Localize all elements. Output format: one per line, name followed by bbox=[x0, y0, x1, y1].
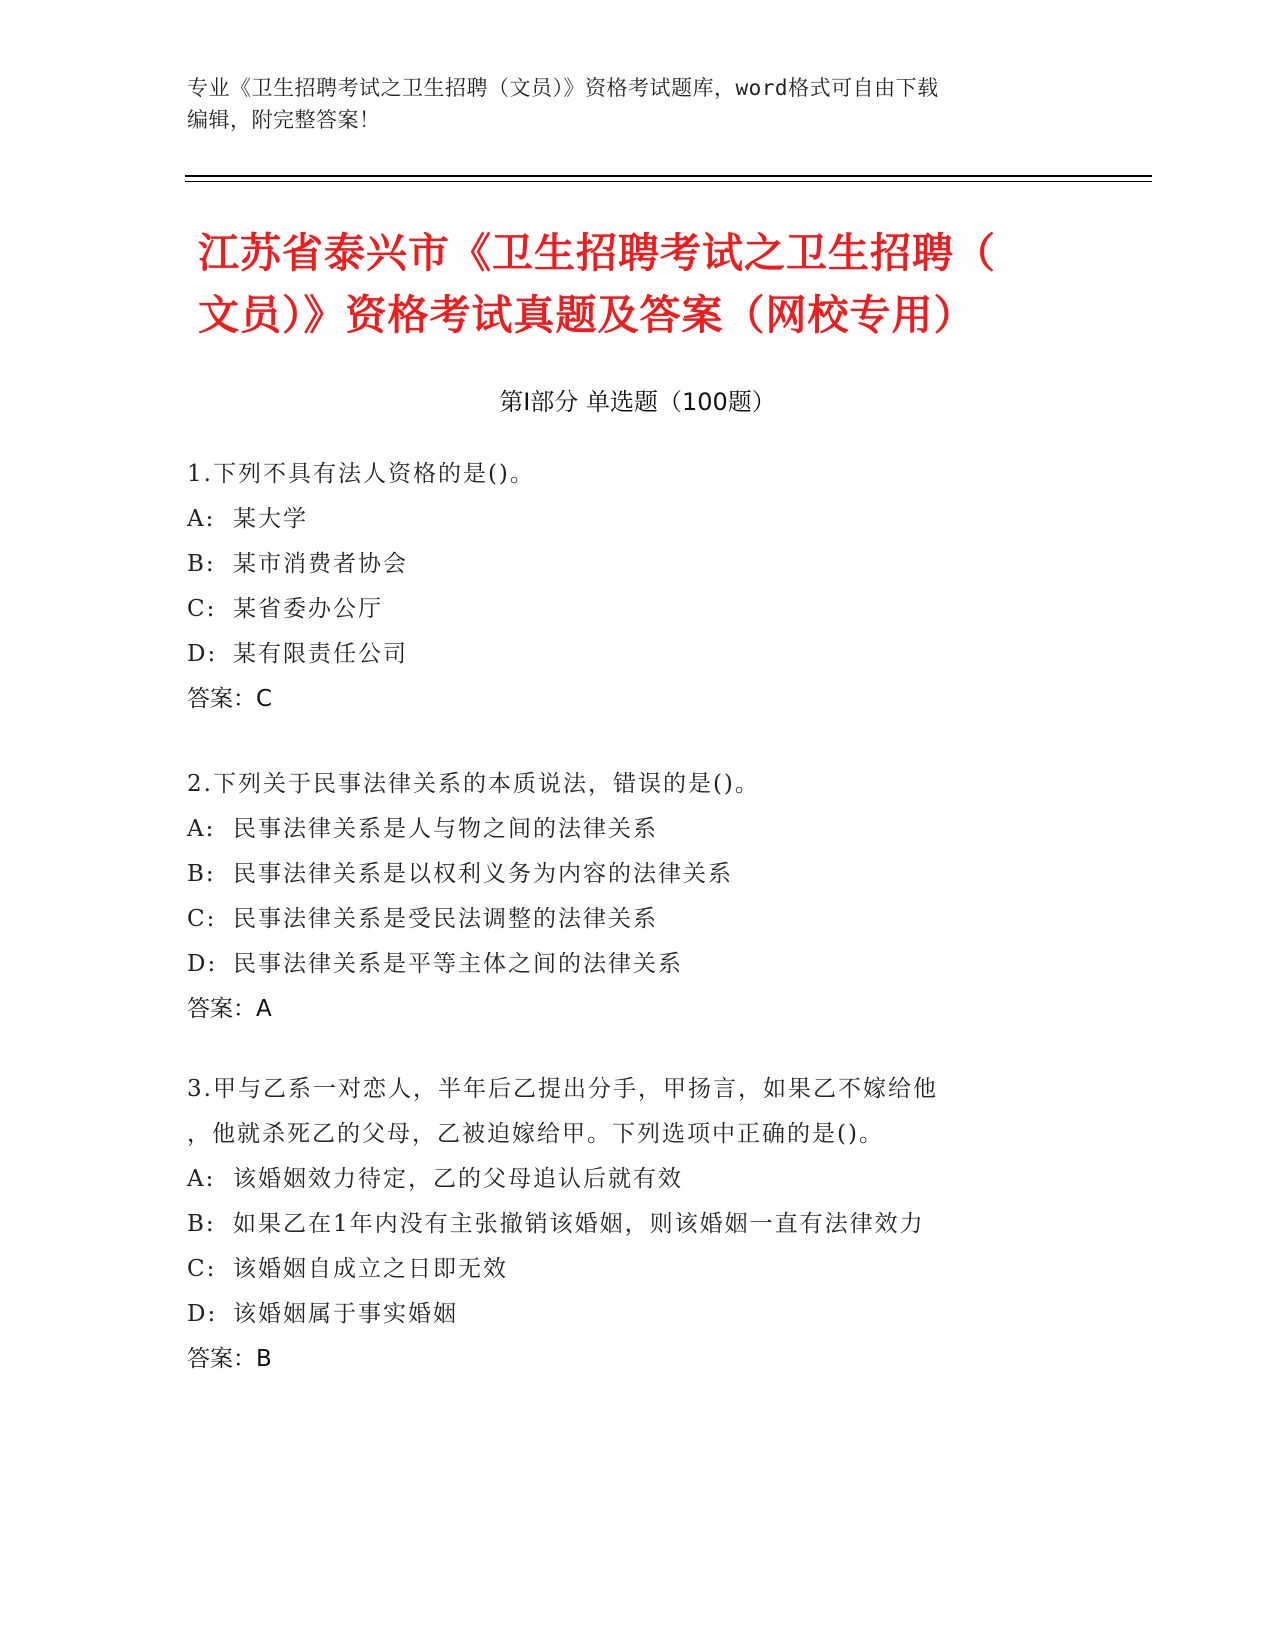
option-text: 该婚姻自成立之日即无效 bbox=[233, 1256, 508, 1282]
question-3 bbox=[187, 1067, 1067, 1382]
option-text: 如果乙在1年内没有主张撤销该婚姻，则该婚姻一直有法律效力 bbox=[233, 1211, 925, 1237]
option-text: 某省委办公厅 bbox=[233, 596, 383, 622]
option-a bbox=[187, 1157, 1067, 1202]
option-text: 某大学 bbox=[233, 506, 308, 532]
option-letter: D: bbox=[187, 1301, 218, 1327]
answer: 答案：A bbox=[187, 996, 272, 1022]
option-letter: C: bbox=[187, 906, 217, 932]
question-stem: 2.下列关于民事法律关系的本质说法，错误的是()。 bbox=[187, 771, 760, 797]
option-d bbox=[187, 1292, 1067, 1337]
option-letter: D: bbox=[187, 641, 218, 667]
answer: 答案：C bbox=[187, 686, 273, 712]
option-d bbox=[187, 942, 1067, 987]
header-divider-thin bbox=[185, 181, 1152, 182]
document-title-line-1: 江苏省泰兴市《卫生招聘考试之卫生招聘（ bbox=[198, 229, 996, 277]
option-text: 某市消费者协会 bbox=[233, 551, 408, 577]
option-letter: A: bbox=[187, 506, 216, 532]
option-text: 某有限责任公司 bbox=[233, 641, 408, 667]
option-text: 民事法律关系是人与物之间的法律关系 bbox=[233, 816, 658, 842]
option-c bbox=[187, 1247, 1067, 1292]
option-a bbox=[187, 807, 1067, 852]
question-1 bbox=[187, 452, 1067, 722]
section-title: 第Ⅰ部分 单选题（100题） bbox=[499, 388, 776, 416]
option-letter: B: bbox=[187, 1211, 216, 1237]
option-letter: A: bbox=[187, 1166, 216, 1192]
answer: 答案：B bbox=[187, 1346, 272, 1372]
option-a bbox=[187, 497, 1067, 542]
option-d bbox=[187, 632, 1067, 677]
question-stem-line-2: ，他就杀死乙的父母，乙被迫嫁给甲。下列选项中正确的是()。 bbox=[187, 1121, 884, 1147]
option-letter: A: bbox=[187, 816, 216, 842]
option-letter: B: bbox=[187, 551, 216, 577]
header-note-line-1: 专业《卫生招聘考试之卫生招聘（文员）》资格考试题库，word格式可自由下载 bbox=[187, 76, 939, 100]
question-stem-line-1: 3.甲与乙系一对恋人，半年后乙提出分手，甲扬言，如果乙不嫁给他 bbox=[187, 1076, 938, 1102]
option-text: 民事法律关系是以权利义务为内容的法律关系 bbox=[233, 861, 733, 887]
option-letter: C: bbox=[187, 1256, 217, 1282]
document-title bbox=[198, 222, 1098, 346]
header-divider-thick bbox=[185, 175, 1152, 177]
option-b bbox=[187, 852, 1067, 897]
option-b bbox=[187, 542, 1067, 587]
option-text: 该婚姻效力待定，乙的父母追认后就有效 bbox=[233, 1166, 683, 1192]
document-title-line-2: 文员）》资格考试真题及答案（网校专用） bbox=[198, 291, 976, 339]
option-text: 民事法律关系是平等主体之间的法律关系 bbox=[233, 951, 683, 977]
option-text: 民事法律关系是受民法调整的法律关系 bbox=[233, 906, 658, 932]
option-c bbox=[187, 897, 1067, 942]
option-b bbox=[187, 1202, 1067, 1247]
document-header-note bbox=[187, 72, 1067, 136]
option-letter: C: bbox=[187, 596, 217, 622]
question-stem: 1.下列不具有法人资格的是()。 bbox=[187, 461, 535, 487]
option-text: 该婚姻属于事实婚姻 bbox=[233, 1301, 458, 1327]
question-2 bbox=[187, 762, 1067, 1032]
option-letter: D: bbox=[187, 951, 218, 977]
header-note-line-2: 编辑，附完整答案！ bbox=[187, 108, 381, 132]
option-c bbox=[187, 587, 1067, 632]
option-letter: B: bbox=[187, 861, 216, 887]
